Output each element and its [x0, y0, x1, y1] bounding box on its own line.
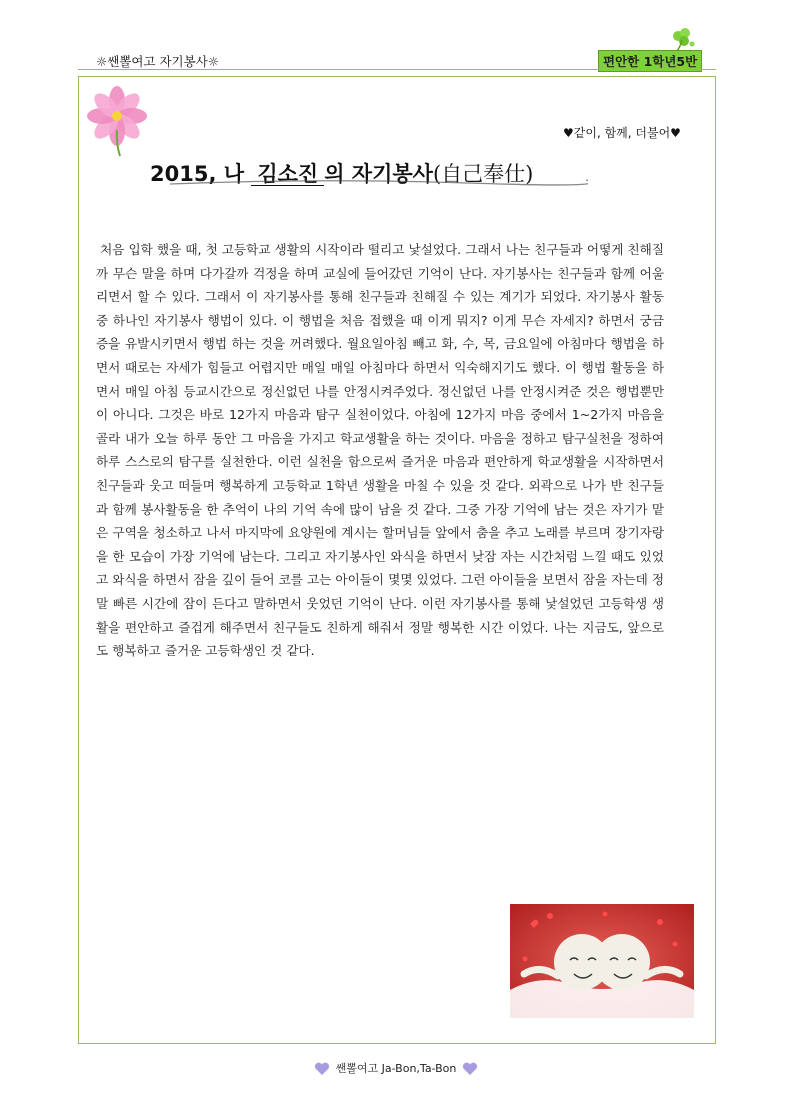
heart-icon: [314, 1062, 330, 1076]
essay-body: [96, 238, 664, 663]
title-suffix: 의 자기봉사: [324, 162, 433, 186]
flower-icon: [86, 86, 148, 158]
page-footer: [0, 1060, 792, 1076]
title-prefix: 2015, 나: [150, 162, 252, 186]
footer-label: 쌘뽈여고 Ja-Bon,Ta-Bon: [335, 1062, 457, 1075]
title-name: 김소진: [251, 163, 324, 186]
header-class-badge: 편안한 1학년5반: [598, 50, 702, 72]
essay-paragraph: 처음 입학 했을 때, 첫 고등학교 생활의 시작이라 떨리고 낯설었다. 그래서 나는 친구들과 어떻게 친해질까 무슨 말을 하며 다가갈까 걱정을 하며 교실에 들어갔던 기억이 난다. 자기봉사는 친구들과 함께 어울리면서 할 수 있다. 그래서 이 자기봉사를 통해 친구들과 친해질 수 있는 계기가 되었다. 자기봉사 활동 중 하나인 자기봉사 행법이 있다. 이 행법을 처음 접했을 때 이게 뭐지? 이게 무슨 자세지? 하면서 궁금증을 유발시키면서 행법 하는 것을 꺼려했다. 월요일아침 빼고 화, 수, 목, 금요일에 아침마다 행법을 하면서 때로는 자세가 힘들고 어렵지만 매일 매일 아침마다 하면서 익숙해지기도 했다. 이 행법 활동을 하면서 매일 아침 등교시간으로 정신없던 나를 안정시켜주었다. 정신없던 나를 안정시켜준 것은 행법뿐만이 아니다. 그것은 바로 12가지 마음과 탐구 실천이었다. 아침에 12가지 마음 중에서 1~2가지 마음을 골라 내가 오늘 하루 동안 그 마음을 가지고 학교생활을 하는 것이다. 마음을 정하고 탐구실천을 정하여 하루 스스로의 탐구를 실천한다. 이런 실천을 함으로써 즐거운 마음과 편안하게 학교생활을 시작하면서 친구들과 웃고 떠들며 행복하게 고등학교 1학년 생활을 마칠 수 있을 것 같다. 외곽으로 나가 반 친구들과 함께 봉사활동을 한 추억이 나의 기억 속에 많이 남을 것 같다. 그중 가장 기억에 남는 것은 자기가 맡은 구역을 청소하고 나서 마지막에 요양원에 계시는 할머님들 앞에서 춤을 추고 노래를 부르며 장기자랑을 한 모습이 가장 기억에 남는다. 그리고 자기봉사인 와식을 하면서 낮잠 자는 시간처럼 느낄 때도 있었고 와식을 하면서 잠을 깊이 들어 코를 고는 아이들이 몇몇 있었다. 그런 아이들을 보면서 잠을 자는데 정말 빠른 시간에 잠이 든다고 말하면서 웃었던 기억이 난다. 이런 자기봉사를 통해 낯설었던 고등학생 생활을 편안하고 즐겁게 해주면서 친구들도 친하게 해줘서 정말 행복한 시간 이었다. 나는 지금도, 앞으로도 행복하고 즐거운 고등학생인 것 같다.: [96, 242, 664, 659]
hugging-couple-illustration: [510, 904, 694, 1018]
title-hanja: (自己奉仕): [432, 162, 534, 186]
header-school-label: ☼쌘뽈여고 자기봉사☼: [96, 54, 219, 69]
motto-text: ♥같이, 함께, 더불어♥: [563, 126, 681, 140]
title-underline-swoosh: [168, 174, 588, 190]
header-divider: [78, 69, 716, 70]
heart-icon: [462, 1062, 478, 1076]
